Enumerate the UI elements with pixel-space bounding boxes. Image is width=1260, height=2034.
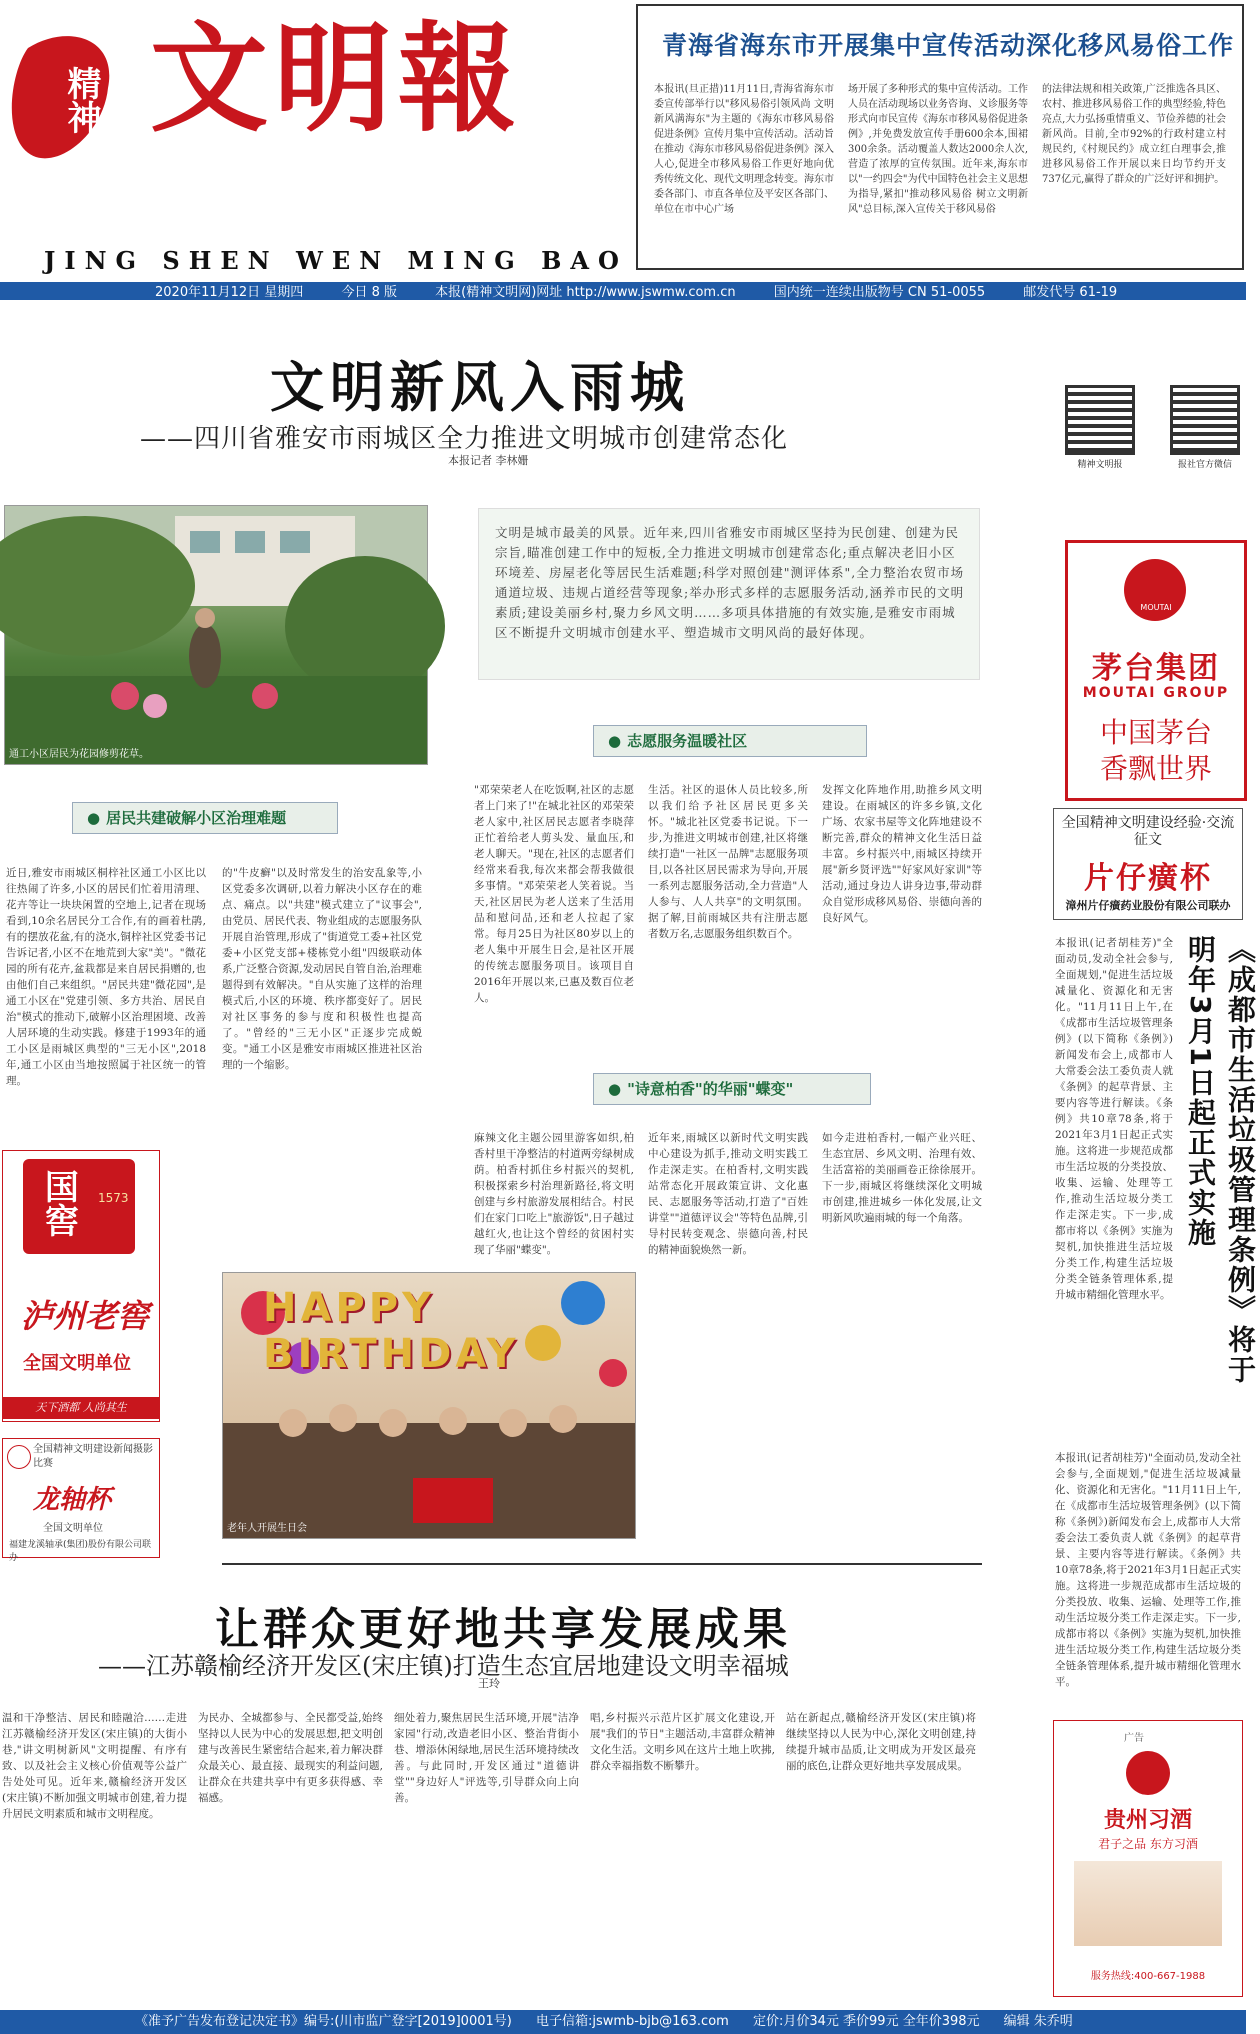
subhead-volunteer [593,725,867,757]
moutai-brand: MOUTAI [1140,603,1172,612]
top-story-col2: 场开展了多种形式的集中宣传活动。工作人员在活动现场以业务咨询、义诊服务等形式向市民宣传《海东市移风易俗促进条例》,并免费发放宣传手册600余本,围裙300余条。活动覆盖人数达2000余人次,营造了浓厚的宣传氛围。近年来,海东市以"一约四会"为代中国特色社会主义思想为指导,紧扣"推动移风易俗 树立文明新风"总目标,深入宣传关于移风易俗 [848,84,1028,215]
lead-box [478,508,980,680]
footer-bar [0,2010,1246,2034]
photo-birthday [222,1272,636,1539]
page-count: 今日 8 版 [341,285,397,300]
postcode: 邮发代号 61-19 [1023,285,1118,300]
longzhou-logo-icon [7,1445,31,1469]
second-col2: 为民办、全城都参与、全民都受益,始终坚持以人民为中心的发展思想,把文明创建与改善民生紧密结合起来,着力解决群众最关心、最直接、最现实的利益问题,让群众在共建共享中有更多获得感、幸福感。 [198,1712,383,1804]
qr-right-label: 报社官方微信 [1177,460,1232,470]
footer-email[interactable]: 电子信箱:jswmb-bjb@163.com [535,2014,729,2029]
subhead-community-text: 居民共建破解小区治理难题 [106,809,287,827]
main-subheadline: ——四川省雅安市雨城区全力推进文明城市创建常态化 [140,424,789,454]
guizhou-hotline: 服务热线:400-667-1988 [1090,1971,1206,1982]
masthead-pinyin: JING SHEN WEN MING BAO [44,246,628,275]
top-story-col3: 的法律法规和相关政策,广泛推选各具区、农村、推进移风易俗工作的典型经验,特色亮点,大力弘扬重情重义、节俭养德的社会新风尚。目前,全市92%的行政村建立村规民约,《村规民约》成立红白理事会,推进移风易俗工作开展以来日均节约开支737亿元,赢得了群众的广泛好评和拥护。 [1042,84,1226,185]
article-col-b: 的"牛皮癣"以及时常发生的治安乱象等,小区党委多次调研,以着力解决小区存在的难点、痛点。以"共建"模式建立了"议事会",由党员、居民代表、物业组成的志愿服务队开展自治管理,形成了"街道党工委+社区党委+小区党支部+楼栋党小组"四级联动体系,广泛整合资源,发动居民自管自治,治理难题得到有效解决。"自从实施了这样的治理模式后,小区的环境、秩序都变好了。居民对社区事务的参与度和积极性也提高了。"曾经的"三无小区"正逐步完成蜕变。"通工小区是雅安市雨城区推进社区治理的一个缩影。 [222,867,422,1071]
subhead-baixiang [593,1073,871,1105]
seal-text: 精神 [61,66,101,134]
qr-left [1065,385,1135,470]
luzhou-name: 泸州老窖 [21,1297,150,1335]
footer-license: 《准予广告发布登记决定书》编号:(川市监广登字[2019]0001号) [135,2014,512,2029]
longzhou-company: 福建龙溪轴承(集团)股份有限公司联办 [9,1540,152,1563]
second-byline: 王玲 [478,1677,500,1690]
top-story-title: 青海省海东市开展集中宣传活动深化移风易俗工作 [662,31,1235,60]
birthday-banner: HAPPY BIRTHDAY [263,1285,520,1377]
guizhou-product-icon [1074,1861,1222,1946]
lead-text: 文明是城市最美的风景。近年来,四川省雅安市雨城区坚持为民创建、创建为民宗旨,瞄准创建工作中的短板,全力推进文明城市创建常态化;重点解决老旧小区环境差、房屋老化等居民生活难题;科学对照创建"测评体系",全力整治农贸市场通道垃圾、违规占道经营等现象;举办形式多样的志愿服务活动,涵养市民的文明素质;建设美丽乡村,聚力乡风文明……多项具体措施的有效实施,是雅安市雨城区不断提升文明城市创建水平、塑造城市文明风尚的最好体现。 [495,525,965,640]
moutai-name-en: MOUTAI GROUP [1082,685,1230,701]
moutai-slogan: 中国茅台 香飘世界 [1099,716,1212,785]
issn: 国内统一连续出版物号 CN 51-0055 [773,285,986,300]
article-col-a: 近日,雅安市雨城区桐梓社区通工小区比以往热闹了许多,小区的居民们忙着用清理、花卉等让一块块闲置的空地上,记者在现场看到,10余名居民分工合作,有的画着杜鹃,有的摆放花盆,有的浇水,铜梓社区党委书记告诉记者,小区不在地荒到大家"美"。"微花园的所有花卉,盆栽都是来自居民捐赠的,也由他们自己来组织。"居民共建"微花园",是通工小区在"党建引领、多方共治、居民自治"模式的推动下,破解小区治理困境、改善人居环境的生动实践。修建于1993年的通工小区是雨城区典型的"三无小区",2018年,通工小区由当地按照属于社区统一的管理。 [6,867,206,1087]
top-story-box [636,4,1244,270]
pzh-name: 片仔癀杯 [1084,861,1212,896]
luzhou-slogan: 天下酒都 人尚其生 [3,1397,159,1419]
qr-code-icon [1065,385,1135,455]
section-divider [222,1563,982,1565]
subhead-volunteer-text: 志愿服务温暖社区 [627,732,748,750]
pzh-top: 全国精神文明建设经验·交流征文 [1061,815,1235,848]
article-col-g: 近年来,雨城区以新时代文明实践中心建设为抓手,推动文明实践工作走深走实。在柏香村,文明实践站常态化开展政策宣讲、文化惠民、志愿服务等活动,打造了"百姓讲堂""道德评议会"等特色品牌,引导村民转变观念、崇德向善,村民的精神面貌焕然一新。 [648,1132,808,1256]
qr-left-label: 精神文明报 [1077,460,1123,470]
moutai-name-cn: 茅台集团 [1092,651,1220,686]
article-col-h: 如今走进柏香村,一幅产业兴旺、生态宜居、乡风文明、治理有效、生活富裕的美丽画卷正徐徐展开。下一步,雨城区将继续深化文明城市创建,推进城乡一体化发展,让文明新风吹遍雨城的每一个角落。 [822,1132,982,1224]
main-byline: 本报记者 李林姗 [448,454,529,467]
footer-editor: 编辑 朱乔明 [1003,2014,1073,2029]
issue-date: 2020年11月12日 星期四 [155,285,304,300]
ad-pianzaihuang[interactable] [1053,808,1243,920]
side-story-text-lower: 本报讯(记者胡桂芳)"全面动员,发动全社会参与,全面规划,"促进生活垃圾减量化、资源化和无害化。"11月11日上午,在《成都市生活垃圾管理条例》(以下简称《条例》)新闻发布会上,成都市人大常委会法工委负责人就《条例》的起草背景、主要内容等进行解读。《条例》共10章78条,将于2021年3月1日起正式实施。这将进一步规范成都市生活垃圾的分类投放、收集、运输、处理等工作,推动生活垃圾分类工作走深走实。下一步,成都市将以《条例》实施为契机,加快推进生活垃圾分类工作,构建生活垃圾分类全链条管理体系,提升城市精细化管理水平。 [1055,1452,1241,1688]
main-headline: 文明新风入雨城 [270,356,690,419]
qr-right [1170,385,1240,470]
article-col-c: "邓荣荣老人在吃饭啊,社区的志愿者上门来了!"在城北社区的邓荣荣老人家中,社区居民志愿者李晓萍正忙着给老人剪头发、量血压,和老人聊天。"现在,社区的志愿者们经常来看我,每次来都会帮我做很多事情。"邓荣荣老人笑着说。当天,社区居民为老人送来了生活用品和慰问品,还和老人拉起了家常。每月25日为社区80岁以上的老人集中开展生日会,是社区开展的传统志愿服务项目。该项目自2016年开展以来,已惠及数百位老人。 [474,784,634,1004]
subhead-baixiang-text: "诗意柏香"的华丽"蝶变" [627,1080,794,1098]
footer-price: 定价:月价34元 季价99元 全年价398元 [752,2014,980,2029]
luzhou-unit: 全国文明单位 [23,1353,131,1374]
longzhou-top: 全国精神文明建设新闻摄影比赛 [33,1444,153,1469]
article-col-e: 发挥文化阵地作用,助推乡风文明建设。在雨城区的许多乡镇,文化广场、农家书屋等文化阵地建设不断完善,群众的精神文化生活日益丰富。乡村振兴中,雨城区持续开展"新乡贤评选""好家风好家训"等活动,通过身边人讲身边事,带动群众自觉形成移风易俗、崇德向善的良好风气。 [822,784,982,924]
top-story-col1: 本报讯(旦正措)11月11日,青海省海东市委宣传部举行以"移风易俗引领风尚 文明新风满海东"为主题的《海东市移风易俗促进条例》宣传月集中宣传活动。活动旨在推动《海东市移风易俗促进条例》深入人心,促进全市移风易俗工作更好地向优秀传统文化、现代文明理念转变。海东市委各部门、市直各单位及平安区各部门、单位在市中心广场 [654,84,834,215]
info-bar [0,282,1246,304]
guizhou-ad-tag: 广告 [1124,1733,1144,1744]
side-story-text-upper: 本报讯(记者胡桂芳)"全面动员,发动全社会参与,全面规划,"促进生活垃圾减量化、资源化和无害化。"11月11日上午,在《成都市生活垃圾管理条例》(以下简称《条例》)新闻发布会上,成都市人大常委会法工委负责人就《条例》的起草背景、主要内容等进行解读。《条例》共10章78条,将于2021年3月1日起正式实施。这将进一步规范成都市生活垃圾的分类投放、收集、运输、处理等工作,推动生活垃圾分类工作走深走实。下一步,成都市将以《条例》实施为契机,加快推进生活垃圾分类工作,构建生活垃圾分类全链条管理体系,提升城市精细化管理水平。 [1055,937,1173,1301]
article-col-d: 生活。社区的退休人员比较多,所以我们给予社区居民更多关怀。"城北社区党委书记说。下一步,为推进文明城市创建,社区将继续打造"一社区一品牌"志愿服务项目,以各社区居民需求为导向,开展一系列志愿服务活动,全力营造"人人参与、人人共享"的文明氛围。据了解,目前雨城区共有注册志愿者数万名,志愿服务组织数百个。 [648,784,808,940]
side-story-title: 《成都市生活垃圾管理条例》将于明年3月1日起正式实施 [1184,935,1257,1385]
subhead-community [72,802,338,834]
second-col3: 细处着力,聚焦居民生活环境,开展"洁净家园"行动,改造老旧小区、整治背街小巷、增添休闲绿地,居民生活环境持续改善。与此同时,开发区通过"道德讲堂""身边好人"评选等,引导群众向上向善。 [394,1712,579,1804]
photo-garden [4,505,428,765]
guizhou-logo-icon [1126,1751,1170,1795]
qr-code-icon [1170,385,1240,455]
article-col-f: 麻辣文化主题公园里游客如织,柏香村里干净整洁的村道两旁绿树成荫。柏香村抓住乡村振兴的契机,积极探索乡村治理新路径,将文明创建与乡村旅游发展相结合。村民们在家门口吃上"旅游饭",日子越过越红火,也让这个曾经的贫困村实现了华丽"蝶变"。 [474,1132,634,1256]
photo-garden-caption: 通工小区居民为花园修剪花草。 [9,749,149,760]
second-headline: 让群众更好地共享发展成果 [215,1604,791,1655]
pzh-company: 漳州片仔癀药业股份有限公司联办 [1065,899,1231,912]
guojiao-year: 1573 [98,1191,129,1205]
longzhou-name: 龙轴杯 [33,1485,112,1515]
longzhou-unit: 全国文明单位 [43,1523,103,1534]
ad-longzhou[interactable] [2,1438,160,1563]
second-col4: 唱,乡村振兴示范片区扩展文化建设,开展"我们的节日"主题活动,丰富群众精神文化生活。文明乡风在这片土地上吹拂,群众幸福指数不断攀升。 [590,1712,775,1772]
second-col1: 温和干净整洁、居民和睦融洽……走进江苏赣榆经济开发区(宋庄镇)的大街小巷,"讲文明树新风"文明提醒、有序有致、以及社会主义核心价值观等公益广告处处可见。近年来,赣榆经济开发区(宋庄镇)不断加强文明城市创建,着力提升居民文明素质和城市文明程度。 [2,1712,187,1820]
ad-moutai[interactable] [1065,540,1247,801]
second-col5: 站在新起点,赣榆经济开发区(宋庄镇)将继续坚持以人民为中心,深化文明创建,持续提升城市品质,让文明成为开发区最亮丽的底色,让群众更好地共享发展成果。 [786,1712,976,1772]
photo-birthday-caption: 老年人开展生日会 [227,1523,307,1534]
masthead-title: 文明報 [150,9,523,148]
ad-guizhou-xijiu[interactable] [1053,1720,1243,1997]
guizhou-slogan: 君子之品 东方习酒 [1098,1837,1198,1851]
guizhou-name: 贵州习酒 [1103,1807,1192,1833]
ad-luzhou[interactable] [2,1150,160,1422]
guojiao-name: 国窖 [38,1169,79,1237]
second-subheadline: ——江苏赣榆经济开发区(宋庄镇)打造生态宜居地建设文明幸福城 [98,1652,789,1680]
website[interactable]: 本报(精神文明网)网址 http://www.jswmw.com.cn [435,285,736,300]
masthead-seal [8,28,128,178]
